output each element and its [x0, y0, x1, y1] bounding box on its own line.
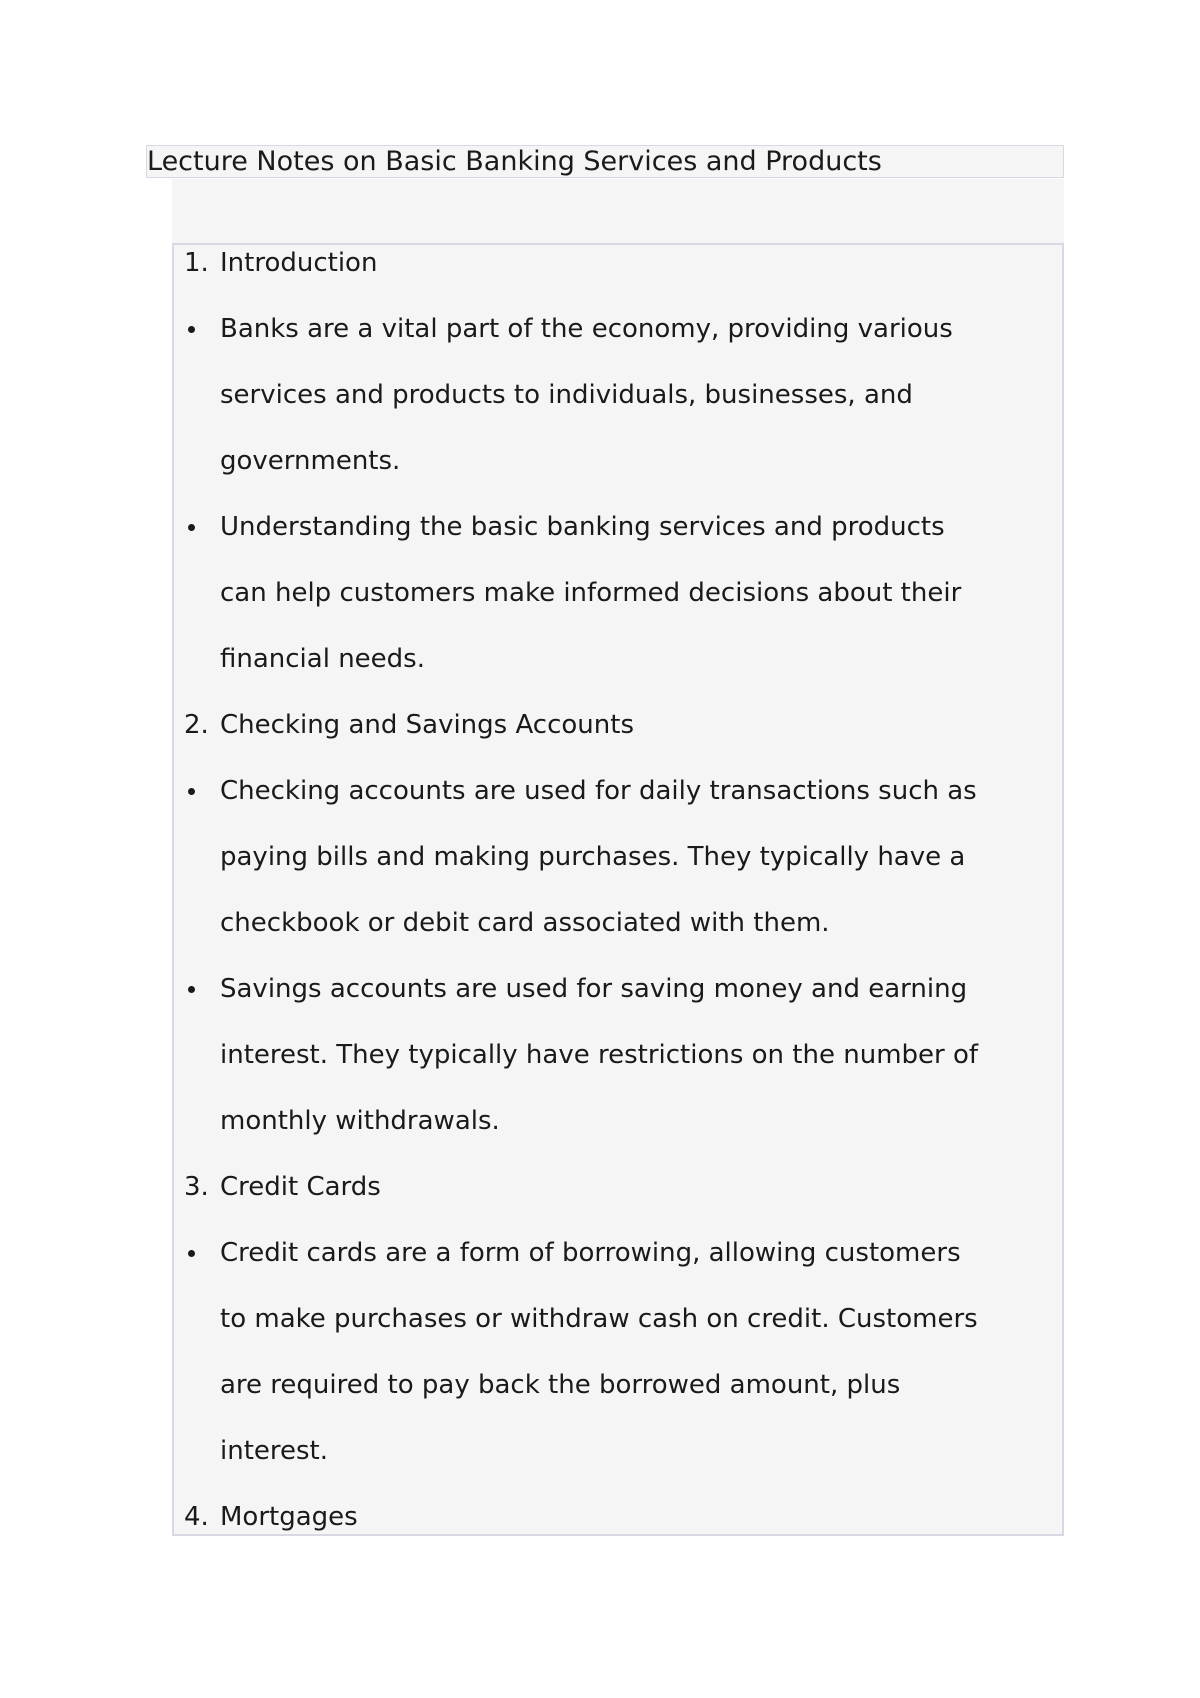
bullet-text-line: are required to pay back the borrowed amount, plus [220, 1370, 901, 1400]
bullet-text-line: checkbook or debit card associated with them. [220, 908, 830, 938]
section-number: 2. [184, 710, 209, 740]
section-number: 3. [184, 1172, 209, 1202]
bullet-text-line: governments. [220, 446, 401, 476]
bullet-icon [188, 986, 195, 993]
section-heading-text: Mortgages [220, 1502, 358, 1532]
bullet-text-line: financial needs. [220, 644, 425, 674]
title-spacer [172, 179, 1064, 243]
bullet-text-line: Understanding the basic banking services and products [220, 512, 945, 542]
bullet-text-line: monthly withdrawals. [220, 1106, 500, 1136]
section-number: 1. [184, 248, 209, 278]
bullet-text-line: interest. They typically have restrictions on the number of [220, 1040, 979, 1070]
bullet-text-line: paying bills and making purchases. They typically have a [220, 842, 966, 872]
lecture-notes-content [172, 243, 1064, 1536]
bullet-text-line: Savings accounts are used for saving money and earning [220, 974, 968, 1004]
section-heading-text: Credit Cards [220, 1172, 381, 1202]
bullet-icon [188, 524, 195, 531]
bullet-text-line: Banks are a vital part of the economy, providing various [220, 314, 953, 344]
bullet-text-line: interest. [220, 1436, 329, 1466]
bullet-text-line: can help customers make informed decisions about their [220, 578, 962, 608]
document-title [146, 145, 1064, 178]
bullet-text-line: Checking accounts are used for daily transactions such as [220, 776, 977, 806]
section-heading-text: Introduction [220, 248, 378, 278]
section-heading-text: Checking and Savings Accounts [220, 710, 634, 740]
bullet-icon [188, 1250, 195, 1257]
bullet-icon [188, 788, 195, 795]
bullet-icon [188, 326, 195, 333]
bullet-text-line: Credit cards are a form of borrowing, allowing customers [220, 1238, 961, 1268]
bullet-text-line: to make purchases or withdraw cash on credit. Customers [220, 1304, 978, 1334]
document-title-text: Lecture Notes on Basic Banking Services and Products [147, 146, 882, 177]
bullet-text-line: services and products to individuals, businesses, and [220, 380, 913, 410]
section-number: 4. [184, 1502, 209, 1532]
